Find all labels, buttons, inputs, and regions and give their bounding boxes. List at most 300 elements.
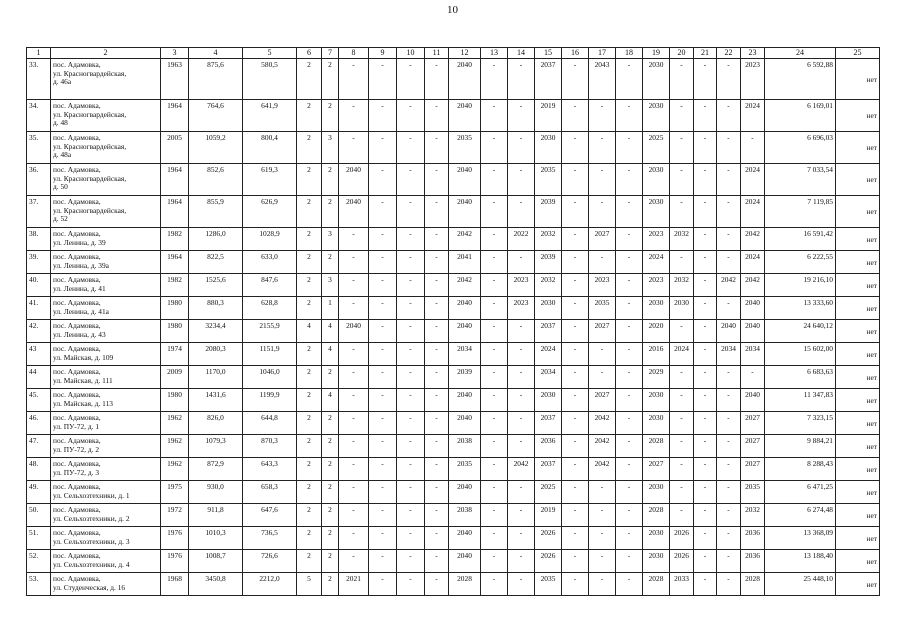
address-line: ул. Студенческая, д. 16 xyxy=(53,582,126,592)
cell-col-5: 847,6 xyxy=(243,274,297,297)
address-cell xyxy=(51,389,161,412)
row-number: 46. xyxy=(27,412,51,435)
row-number: 36. xyxy=(27,164,51,196)
cell-col-6: 2 xyxy=(297,550,322,573)
cell-col-11: - xyxy=(425,274,449,297)
cell-col-16: - xyxy=(562,164,589,196)
cell-col-11: - xyxy=(425,527,449,550)
cell-col-25: нет xyxy=(836,320,880,343)
cell-col-3: 1962 xyxy=(161,458,189,481)
cell-col-10: - xyxy=(397,504,425,527)
cell-col-6: 2 xyxy=(297,343,322,366)
address-line: пос. Адамовка, xyxy=(53,275,101,284)
cell-col-8: - xyxy=(339,59,369,100)
cell-col-6: 5 xyxy=(297,573,322,596)
cell-col-13: - xyxy=(481,389,508,412)
table-row xyxy=(27,573,880,596)
cell-col-19: 2024 xyxy=(643,251,670,274)
cell-col-18: - xyxy=(616,550,643,573)
address-line: ул. Майская, д. 111 xyxy=(53,375,113,385)
cell-col-19: 2029 xyxy=(643,366,670,389)
cell-col-13: - xyxy=(481,458,508,481)
cell-col-12: 2038 xyxy=(449,504,481,527)
address-cell xyxy=(51,59,161,100)
column-header-23: 23 xyxy=(741,48,765,59)
cell-col-24: 13 188,40 xyxy=(765,550,836,573)
cell-col-10: - xyxy=(397,412,425,435)
cell-col-15: 2034 xyxy=(535,366,562,389)
cell-col-9: - xyxy=(369,196,397,228)
cell-col-19: 2030 xyxy=(643,481,670,504)
cell-col-8: - xyxy=(339,274,369,297)
cell-col-19: 2030 xyxy=(643,100,670,132)
cell-col-19: 2030 xyxy=(643,297,670,320)
cell-col-19: 2030 xyxy=(643,164,670,196)
cell-col-7: 2 xyxy=(322,251,339,274)
cell-col-13: - xyxy=(481,481,508,504)
cell-col-18: - xyxy=(616,320,643,343)
cell-col-12: 2040 xyxy=(449,164,481,196)
cell-col-21: - xyxy=(694,550,717,573)
table-row xyxy=(27,297,880,320)
cell-col-19: 2028 xyxy=(643,573,670,596)
cell-col-5: 619,3 xyxy=(243,164,297,196)
cell-col-13: - xyxy=(481,366,508,389)
cell-col-17: - xyxy=(589,366,616,389)
cell-col-14: 2022 xyxy=(508,228,535,251)
cell-col-13: - xyxy=(481,164,508,196)
cell-col-22: 2040 xyxy=(717,320,741,343)
address-line: ул. Майская, д. 109 xyxy=(53,352,114,362)
address-cell xyxy=(51,366,161,389)
column-header-24: 24 xyxy=(765,48,836,59)
column-header-4: 4 xyxy=(189,48,243,59)
cell-col-3: 1964 xyxy=(161,251,189,274)
cell-col-25: нет xyxy=(836,435,880,458)
cell-col-4: 822,5 xyxy=(189,251,243,274)
cell-col-15: 2024 xyxy=(535,343,562,366)
cell-col-4: 826,0 xyxy=(189,412,243,435)
table-row xyxy=(27,251,880,274)
table-row xyxy=(27,366,880,389)
cell-col-22: - xyxy=(717,481,741,504)
cell-col-21: - xyxy=(694,435,717,458)
cell-col-24: 6 592,88 xyxy=(765,59,836,100)
cell-col-14: - xyxy=(508,164,535,196)
cell-col-9: - xyxy=(369,504,397,527)
cell-col-9: - xyxy=(369,228,397,251)
cell-col-6: 2 xyxy=(297,458,322,481)
cell-col-18: - xyxy=(616,504,643,527)
cell-col-22: - xyxy=(717,504,741,527)
cell-col-18: - xyxy=(616,132,643,164)
cell-col-12: 2040 xyxy=(449,527,481,550)
cell-col-21: - xyxy=(694,132,717,164)
cell-col-10: - xyxy=(397,573,425,596)
cell-col-24: 8 288,43 xyxy=(765,458,836,481)
row-number: 43 xyxy=(27,343,51,366)
address-line: ул. Сельхозтехники, д. 2 xyxy=(53,513,130,523)
table-row xyxy=(27,164,880,196)
column-header-14: 14 xyxy=(508,48,535,59)
address-line: пос. Адамовка, xyxy=(53,229,101,238)
cell-col-19: 2023 xyxy=(643,274,670,297)
row-number: 41. xyxy=(27,297,51,320)
cell-col-21: - xyxy=(694,164,717,196)
address-line: ул. ПУ-72, д. 3 xyxy=(53,467,100,477)
address-line: ул. Красногвардейская, xyxy=(53,109,127,119)
cell-col-10: - xyxy=(397,100,425,132)
cell-col-9: - xyxy=(369,343,397,366)
cell-col-7: 4 xyxy=(322,320,339,343)
cell-col-16: - xyxy=(562,366,589,389)
cell-col-7: 3 xyxy=(322,228,339,251)
cell-col-23: 2040 xyxy=(741,297,765,320)
cell-col-3: 1964 xyxy=(161,100,189,132)
column-header-21: 21 xyxy=(694,48,717,59)
cell-col-25: нет xyxy=(836,481,880,504)
cell-col-4: 930,0 xyxy=(189,481,243,504)
address-line: пос. Адамовка, xyxy=(53,528,101,537)
cell-col-20: 2026 xyxy=(670,550,694,573)
cell-col-18: - xyxy=(616,59,643,100)
row-number: 35. xyxy=(27,132,51,164)
cell-col-9: - xyxy=(369,389,397,412)
cell-col-19: 2030 xyxy=(643,196,670,228)
cell-col-24: 9 884,21 xyxy=(765,435,836,458)
cell-col-25: нет xyxy=(836,343,880,366)
cell-col-17: - xyxy=(589,550,616,573)
row-number: 49. xyxy=(27,481,51,504)
cell-col-20: - xyxy=(670,504,694,527)
cell-col-14: - xyxy=(508,196,535,228)
address-line: ул. Сельхозтехники, д. 3 xyxy=(53,536,130,546)
cell-col-20: - xyxy=(670,132,694,164)
cell-col-3: 2009 xyxy=(161,366,189,389)
cell-col-21: - xyxy=(694,389,717,412)
row-number: 42. xyxy=(27,320,51,343)
address-line: ул. Сельхозтехники, д. 1 xyxy=(53,490,130,500)
address-cell xyxy=(51,228,161,251)
cell-col-16: - xyxy=(562,389,589,412)
cell-col-14: - xyxy=(508,527,535,550)
column-header-22: 22 xyxy=(717,48,741,59)
row-number: 33. xyxy=(27,59,51,100)
cell-col-16: - xyxy=(562,481,589,504)
cell-col-14: - xyxy=(508,573,535,596)
cell-col-16: - xyxy=(562,196,589,228)
cell-col-11: - xyxy=(425,196,449,228)
housing-register-table xyxy=(26,47,880,596)
cell-col-22: - xyxy=(717,458,741,481)
column-header-10: 10 xyxy=(397,48,425,59)
cell-col-18: - xyxy=(616,481,643,504)
cell-col-15: 2037 xyxy=(535,320,562,343)
cell-col-18: - xyxy=(616,412,643,435)
cell-col-18: - xyxy=(616,274,643,297)
cell-col-5: 647,6 xyxy=(243,504,297,527)
cell-col-20: 2032 xyxy=(670,228,694,251)
cell-col-12: 2040 xyxy=(449,196,481,228)
cell-col-15: 2032 xyxy=(535,228,562,251)
cell-col-3: 1964 xyxy=(161,164,189,196)
cell-col-5: 643,3 xyxy=(243,458,297,481)
address-cell xyxy=(51,320,161,343)
cell-col-9: - xyxy=(369,550,397,573)
cell-col-21: - xyxy=(694,366,717,389)
cell-col-21: - xyxy=(694,320,717,343)
cell-col-25: нет xyxy=(836,389,880,412)
cell-col-23: 2027 xyxy=(741,412,765,435)
cell-col-23: 2036 xyxy=(741,550,765,573)
cell-col-14: 2042 xyxy=(508,458,535,481)
cell-col-12: 2039 xyxy=(449,366,481,389)
cell-col-9: - xyxy=(369,132,397,164)
cell-col-22: - xyxy=(717,132,741,164)
cell-col-17: - xyxy=(589,573,616,596)
cell-col-16: - xyxy=(562,274,589,297)
cell-col-20: - xyxy=(670,458,694,481)
cell-col-8: - xyxy=(339,389,369,412)
cell-col-18: - xyxy=(616,228,643,251)
cell-col-16: - xyxy=(562,297,589,320)
cell-col-6: 2 xyxy=(297,100,322,132)
cell-col-8: 2021 xyxy=(339,573,369,596)
cell-col-23: 2024 xyxy=(741,164,765,196)
cell-col-8: - xyxy=(339,435,369,458)
cell-col-14: - xyxy=(508,481,535,504)
cell-col-5: 1199,9 xyxy=(243,389,297,412)
cell-col-9: - xyxy=(369,59,397,100)
cell-col-10: - xyxy=(397,59,425,100)
cell-col-13: - xyxy=(481,435,508,458)
address-line: ул. Ленина, д. 41 xyxy=(53,283,106,293)
cell-col-17: - xyxy=(589,527,616,550)
cell-col-25: нет xyxy=(836,504,880,527)
cell-col-6: 2 xyxy=(297,196,322,228)
cell-col-17: - xyxy=(589,132,616,164)
cell-col-23: 2027 xyxy=(741,458,765,481)
cell-col-25: нет xyxy=(836,297,880,320)
cell-col-12: 2040 xyxy=(449,550,481,573)
cell-col-15: 2026 xyxy=(535,550,562,573)
cell-col-8: - xyxy=(339,251,369,274)
cell-col-17: - xyxy=(589,504,616,527)
cell-col-15: 2035 xyxy=(535,573,562,596)
cell-col-20: - xyxy=(670,164,694,196)
address-line: пос. Адамовка, xyxy=(53,60,101,69)
cell-col-19: 2030 xyxy=(643,412,670,435)
cell-col-23: - xyxy=(741,132,765,164)
cell-col-3: 1975 xyxy=(161,481,189,504)
column-header-9: 9 xyxy=(369,48,397,59)
cell-col-17: - xyxy=(589,481,616,504)
cell-col-18: - xyxy=(616,527,643,550)
cell-col-6: 2 xyxy=(297,297,322,320)
cell-col-21: - xyxy=(694,228,717,251)
cell-col-14: - xyxy=(508,59,535,100)
column-header-13: 13 xyxy=(481,48,508,59)
cell-col-6: 2 xyxy=(297,435,322,458)
cell-col-21: - xyxy=(694,274,717,297)
address-cell xyxy=(51,573,161,596)
cell-col-15: 2035 xyxy=(535,164,562,196)
address-line: пос. Адамовка, xyxy=(53,321,101,330)
cell-col-7: 2 xyxy=(322,504,339,527)
cell-col-11: - xyxy=(425,550,449,573)
cell-col-14: - xyxy=(508,550,535,573)
row-number: 52. xyxy=(27,550,51,573)
cell-col-18: - xyxy=(616,343,643,366)
cell-col-11: - xyxy=(425,389,449,412)
cell-col-8: - xyxy=(339,550,369,573)
cell-col-12: 2040 xyxy=(449,297,481,320)
address-line: пос. Адамовка, xyxy=(53,459,101,468)
cell-col-25: нет xyxy=(836,251,880,274)
cell-col-7: 2 xyxy=(322,164,339,196)
cell-col-24: 6 169,01 xyxy=(765,100,836,132)
address-cell xyxy=(51,435,161,458)
cell-col-11: - xyxy=(425,481,449,504)
cell-col-5: 726,6 xyxy=(243,550,297,573)
cell-col-20: - xyxy=(670,481,694,504)
cell-col-5: 2155,9 xyxy=(243,320,297,343)
cell-col-6: 2 xyxy=(297,481,322,504)
cell-col-7: 4 xyxy=(322,343,339,366)
cell-col-7: 2 xyxy=(322,527,339,550)
cell-col-11: - xyxy=(425,366,449,389)
cell-col-16: - xyxy=(562,59,589,100)
cell-col-10: - xyxy=(397,228,425,251)
address-cell xyxy=(51,458,161,481)
column-header-15: 15 xyxy=(535,48,562,59)
column-header-1: 1 xyxy=(27,48,51,59)
address-line: ул. Красногвардейская, xyxy=(53,173,127,183)
cell-col-16: - xyxy=(562,412,589,435)
cell-col-23: 2034 xyxy=(741,343,765,366)
cell-col-6: 2 xyxy=(297,412,322,435)
cell-col-25: нет xyxy=(836,196,880,228)
address-line: ул. Красногвардейская, xyxy=(53,68,127,78)
address-line: пос. Адамовка, xyxy=(53,344,101,353)
column-header-2: 2 xyxy=(51,48,161,59)
table-row xyxy=(27,228,880,251)
cell-col-11: - xyxy=(425,458,449,481)
cell-col-8: - xyxy=(339,481,369,504)
cell-col-21: - xyxy=(694,573,717,596)
cell-col-24: 7 119,85 xyxy=(765,196,836,228)
cell-col-5: 870,3 xyxy=(243,435,297,458)
cell-col-15: 2039 xyxy=(535,251,562,274)
cell-col-23: 2040 xyxy=(741,389,765,412)
table-row xyxy=(27,481,880,504)
address-line: ул. Ленина, д. 39 xyxy=(53,237,106,247)
cell-col-10: - xyxy=(397,389,425,412)
table-row xyxy=(27,527,880,550)
column-header-5: 5 xyxy=(243,48,297,59)
cell-col-25: нет xyxy=(836,527,880,550)
cell-col-12: 2040 xyxy=(449,320,481,343)
table-row xyxy=(27,550,880,573)
cell-col-25: нет xyxy=(836,550,880,573)
table-row xyxy=(27,320,880,343)
cell-col-21: - xyxy=(694,412,717,435)
cell-col-6: 2 xyxy=(297,389,322,412)
cell-col-19: 2030 xyxy=(643,389,670,412)
cell-col-10: - xyxy=(397,196,425,228)
cell-col-9: - xyxy=(369,412,397,435)
cell-col-7: 1 xyxy=(322,297,339,320)
cell-col-23: 2042 xyxy=(741,228,765,251)
cell-col-17: 2042 xyxy=(589,412,616,435)
address-line: д. 46а xyxy=(53,77,72,87)
cell-col-17: 2027 xyxy=(589,228,616,251)
column-header-20: 20 xyxy=(670,48,694,59)
address-cell xyxy=(51,100,161,132)
cell-col-13: - xyxy=(481,228,508,251)
address-line: пос. Адамовка, xyxy=(53,367,101,376)
cell-col-22: - xyxy=(717,59,741,100)
column-header-6: 6 xyxy=(297,48,322,59)
cell-col-13: - xyxy=(481,527,508,550)
cell-col-6: 2 xyxy=(297,164,322,196)
cell-col-18: - xyxy=(616,196,643,228)
row-number: 51. xyxy=(27,527,51,550)
row-number: 40. xyxy=(27,274,51,297)
cell-col-12: 2042 xyxy=(449,228,481,251)
cell-col-11: - xyxy=(425,435,449,458)
cell-col-21: - xyxy=(694,504,717,527)
cell-col-4: 880,3 xyxy=(189,297,243,320)
cell-col-15: 2030 xyxy=(535,297,562,320)
cell-col-4: 855,9 xyxy=(189,196,243,228)
table-row xyxy=(27,59,880,100)
cell-col-22: - xyxy=(717,412,741,435)
table-body xyxy=(27,59,880,596)
address-cell xyxy=(51,343,161,366)
cell-col-15: 2026 xyxy=(535,527,562,550)
cell-col-20: - xyxy=(670,100,694,132)
table-row xyxy=(27,196,880,228)
cell-col-6: 2 xyxy=(297,251,322,274)
cell-col-19: 2030 xyxy=(643,527,670,550)
cell-col-5: 641,9 xyxy=(243,100,297,132)
address-line: ул. Красногвардейская, xyxy=(53,205,127,215)
cell-col-6: 2 xyxy=(297,274,322,297)
address-line: пос. Адамовка, xyxy=(53,252,101,261)
cell-col-22: - xyxy=(717,100,741,132)
cell-col-25: нет xyxy=(836,573,880,596)
cell-col-9: - xyxy=(369,481,397,504)
cell-col-21: - xyxy=(694,458,717,481)
cell-col-24: 6 222,55 xyxy=(765,251,836,274)
cell-col-15: 2025 xyxy=(535,481,562,504)
cell-col-19: 2028 xyxy=(643,504,670,527)
cell-col-15: 2019 xyxy=(535,504,562,527)
cell-col-23: 2024 xyxy=(741,251,765,274)
cell-col-24: 16 591,42 xyxy=(765,228,836,251)
address-line: ул. Майская, д. 113 xyxy=(53,398,113,408)
address-line: пос. Адамовка, xyxy=(53,551,101,560)
address-cell xyxy=(51,274,161,297)
cell-col-18: - xyxy=(616,458,643,481)
cell-col-14: - xyxy=(508,251,535,274)
column-number-header xyxy=(27,48,880,59)
page-number: 10 xyxy=(447,4,458,16)
cell-col-6: 2 xyxy=(297,59,322,100)
cell-col-4: 2080,3 xyxy=(189,343,243,366)
cell-col-20: - xyxy=(670,412,694,435)
